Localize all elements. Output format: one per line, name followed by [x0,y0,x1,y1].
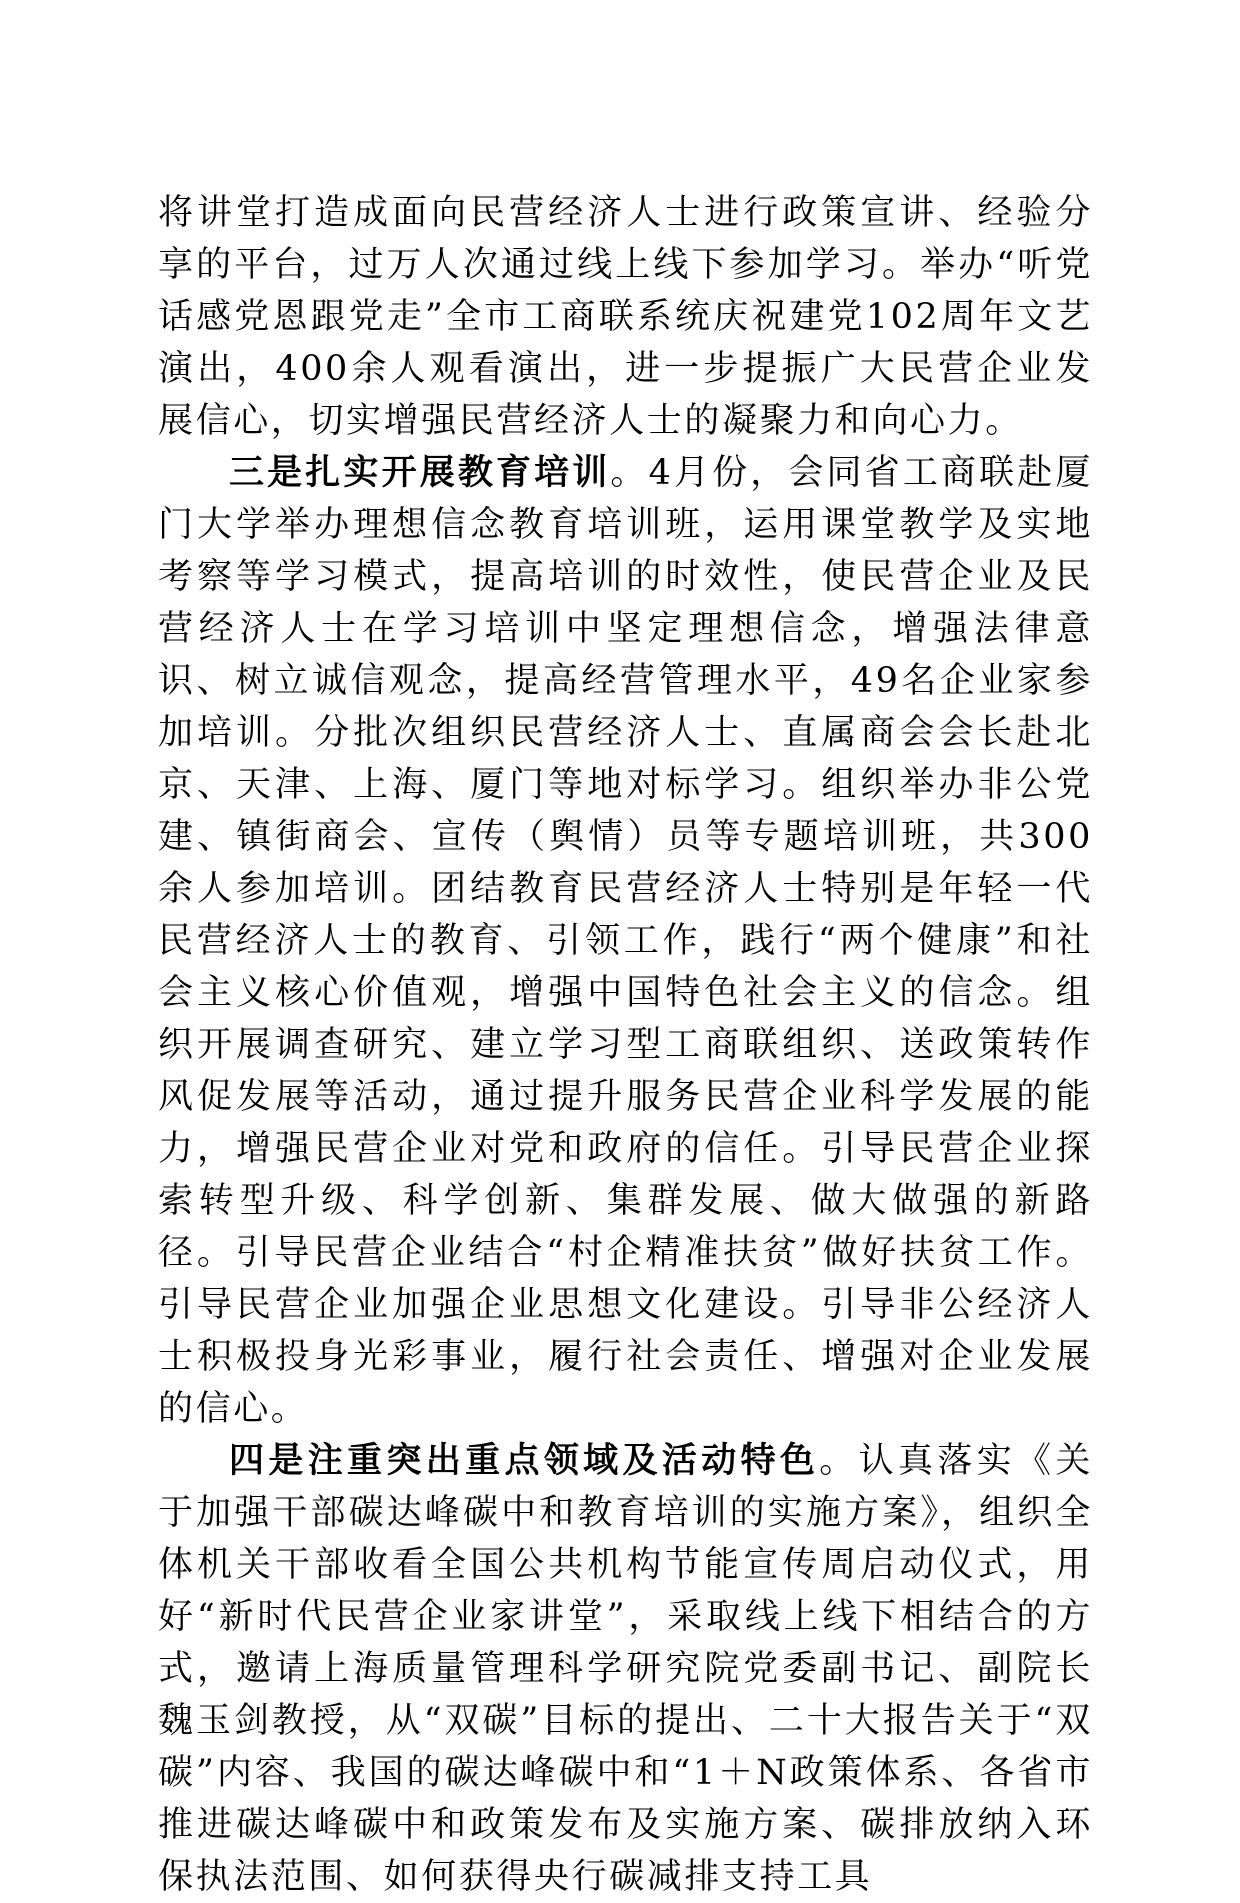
paragraph-education-training [158,447,1093,1435]
paragraph-text: 。认真落实《关于加强干部碳达峰碳中和教育培训的实施方案》，组织全体机关干部收看全国公共机构节能宣传周启动仪式，用好“新时代民营企业家讲堂”，采取线上线下相结合的方式，邀请上海质量管理科学研究院党委副书记、副院长魏玉剑教授，从“双碳”目标的提出、二十大报告关于“双碳”内容、我国的碳达峰碳中和“1＋N政策体系、各省市推进碳达峰碳中和政策发布及实施方案、碳排放纳入环保执法范围、如何获得央行碳减排支持工具 [158,1441,1093,1897]
paragraph-heading: 三是扎实开展教育培训 [229,452,611,493]
document-body [158,187,1093,1903]
paragraph-text: 将讲堂打造成面向民营经济人士进行政策宣讲、经验分享的平台，过万人次通过线上线下参加学习。举办“听党话感党恩跟党走”全市工商联系统庆祝建党102周年文艺演出，400余人观看演出，进一步提振广大民营企业发展信心，切实增强民营经济人士的凝聚力和向心力。 [158,193,1093,441]
paragraph-text: 。4月份，会同省工商联赴厦门大学举办理想信念教育培训班，运用课堂教学及实地考察等学习模式，提高培训的时效性，使民营企业及民营经济人士在学习培训中坚定理想信念，增强法律意识、树立诚信观念，提高经营管理水平，49名企业家参加培训。分批次组织民营经济人士、直属商会会长赴北京、天津、上海、厦门等地对标学习。组织举办非公党建、镇街商会、宣传（舆情）员等专题培训班，共300余人参加培训。团结教育民营经济人士特别是年轻一代民营经济人士的教育、引领工作，践行“两个健康”和社会主义核心价值观，增强中国特色社会主义的信念。组织开展调查研究、建立学习型工商联组织、送政策转作风促发展等活动，通过提升服务民营企业科学发展的能力，增强民营企业对党和政府的信任。引导民营企业探索转型升级、科学创新、集群发展、做大做强的新路径。引导民营企业结合“村企精准扶贫”做好扶贫工作。引导民营企业加强企业思想文化建设。引导非公经济人士积极投身光彩事业，履行社会责任、增强对企业发展的信心。 [158,453,1093,1429]
paragraph-key-areas [158,1435,1093,1903]
paragraph-heading: 四是注重突出重点领域及活动特色 [229,1440,820,1481]
paragraph-continuation [158,187,1093,447]
